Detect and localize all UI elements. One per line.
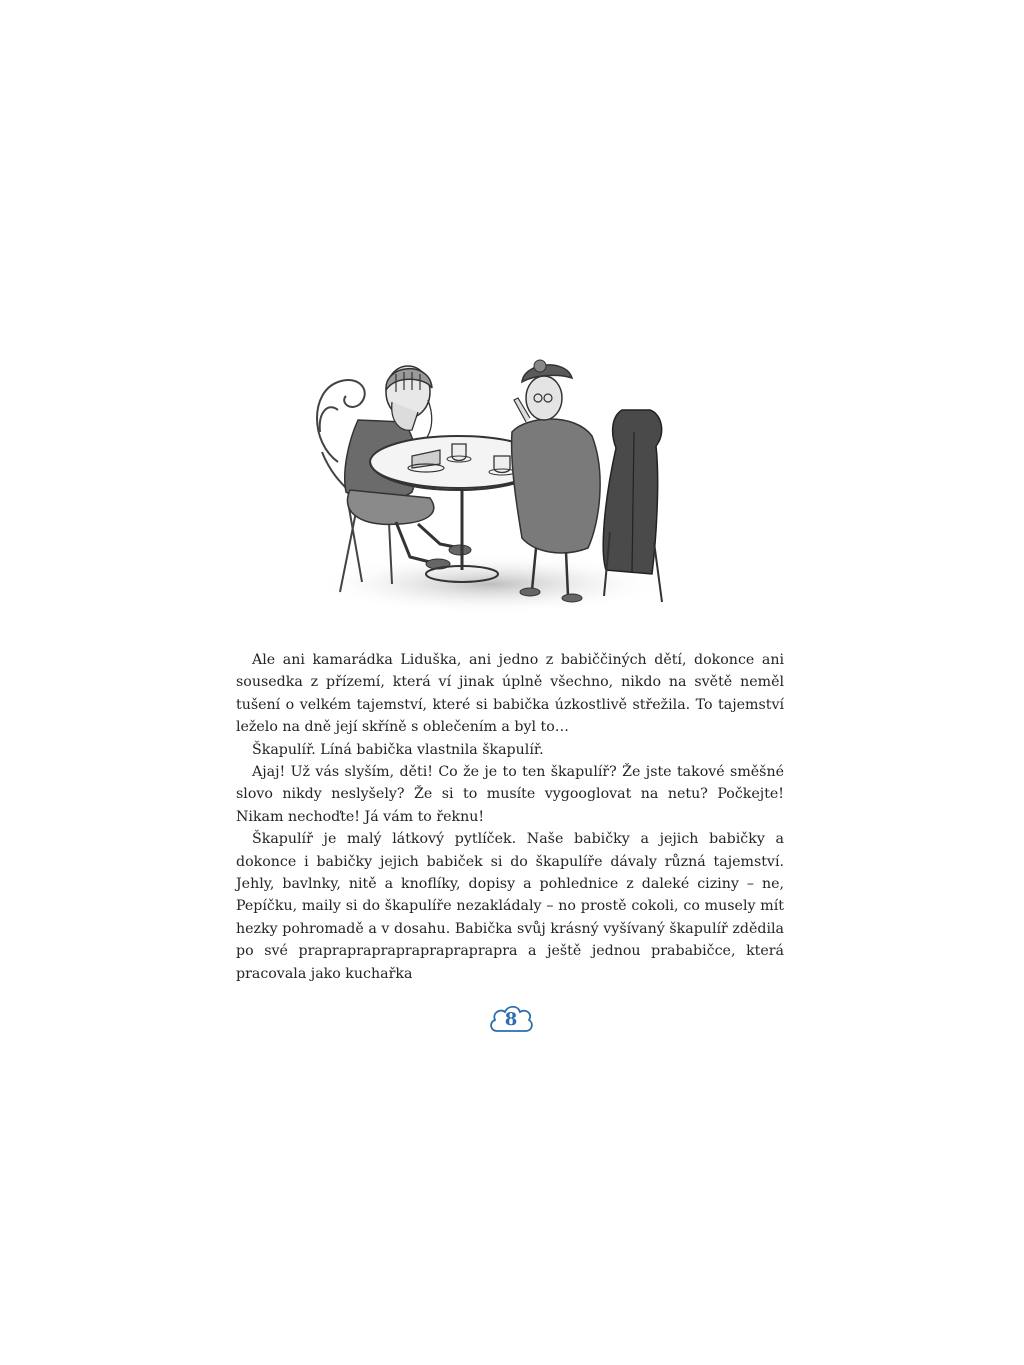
paragraph: Škapulíř. Líná babička vlastnila škapulíř. — [252, 741, 544, 758]
paragraph: Ale ani kamarádka Liduška, ani jedno z babiččiných dětí, dokonce ani sousedka z přízemí, která ví jinak úplně všechno, nikdo na světě neměl tušení o velkém tajemství, které si babička úzkostlivě střežila. To tajemství leželo na dně její skříně s oblečením a byl to… — [236, 652, 784, 736]
two-grandmothers-at-cafe-table-illustration — [300, 352, 680, 614]
paragraph: Ajaj! Už vás slyším, děti! Co že je to ten škapulíř? Že jste takové směšné slovo nikdy neslyšely? Že si to musíte vygooglovat na netu? Počkejte! Nikam nechoďte! Já vám to řeknu! — [236, 764, 784, 825]
body-text — [236, 649, 784, 985]
page-number-badge — [487, 1003, 535, 1037]
paragraph: Škapulíř je malý látkový pytlíček. Naše babičky a jejich babičky a dokonce i babičky jejich babiček si do škapulíře dávaly různá tajemství. Jehly, bavlnky, nitě a knoflíky, dopisy a pohlednice z daleké ciziny – ne, Pepíčku, maily si do škapulíře nezakládaly – no prostě cokoli, co musely mít hezky pohromadě a v dosahu. Babička svůj krásný vyšívaný škapulíř zdědila po své praprapraprapraprapraprapra a ještě jednou prababičce, která pracovala jako kuchařka — [236, 831, 784, 982]
page-number: 8 — [504, 1009, 518, 1030]
